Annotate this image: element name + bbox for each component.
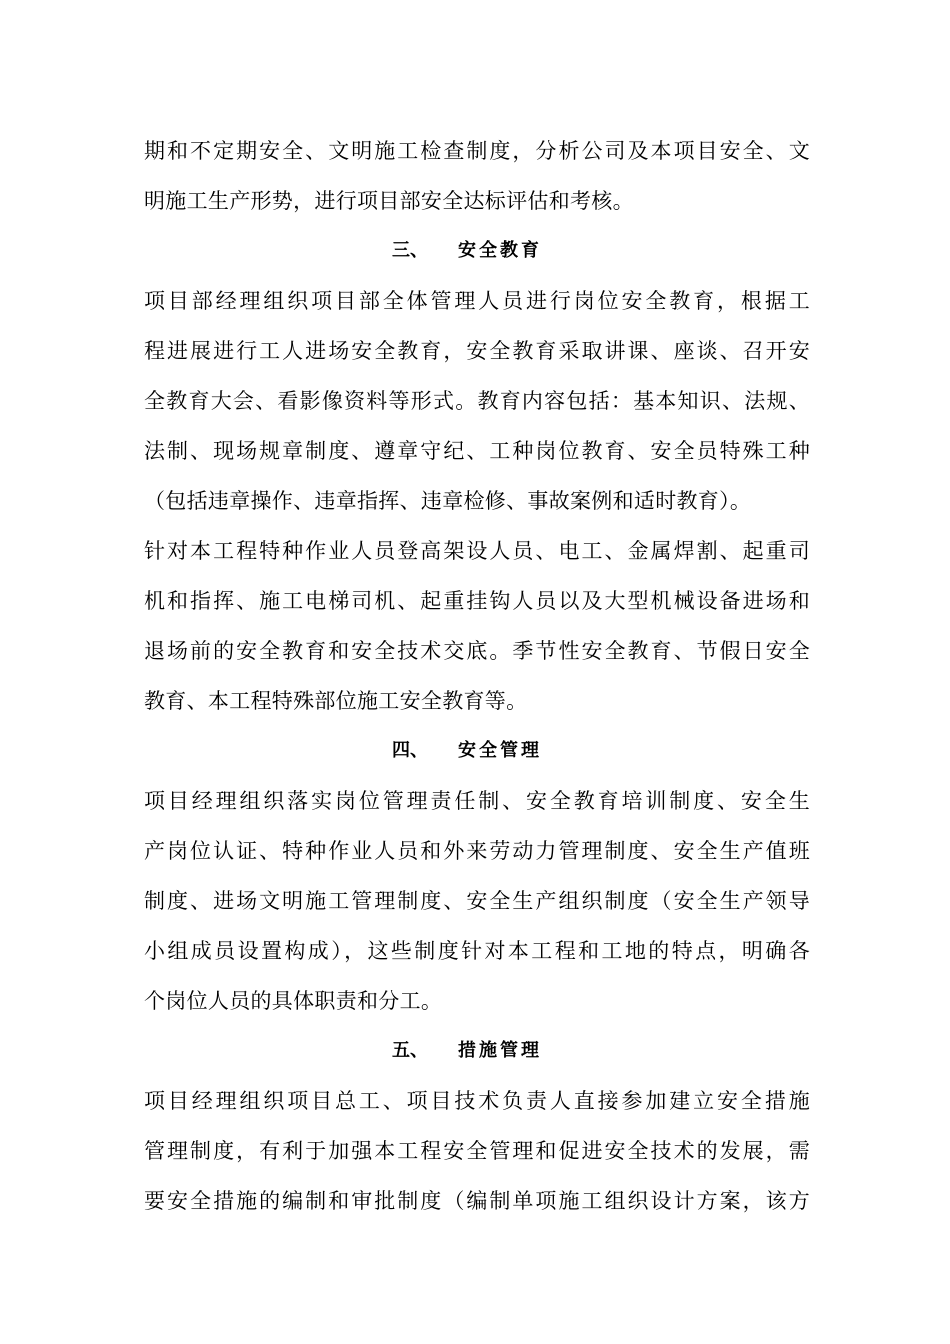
paragraph-line: 管理制度，有利于加强本工程安全管理和促进安全技术的发展，需 xyxy=(144,1139,810,1163)
section-heading xyxy=(144,226,810,276)
paragraph-line: 项目经理组织落实岗位管理责任制、安全教育培训制度、安全生 xyxy=(144,789,810,813)
section-title: 安全教育 xyxy=(458,240,542,261)
paragraph-line: 要安全措施的编制和审批制度（编制单项施工组织设计方案，该方 xyxy=(144,1189,810,1213)
paragraph-line: 针对本工程特种作业人员登高架设人员、电工、金属焊割、起重司 xyxy=(144,539,810,563)
paragraph-line: 全教育大会、看影像资料等形式。教育内容包括：基本知识、法规、 xyxy=(144,389,810,413)
paragraph-line: 退场前的安全教育和安全技术交底。季节性安全教育、节假日安全 xyxy=(144,639,810,663)
document-body xyxy=(144,126,810,1226)
section-title: 措施管理 xyxy=(458,1040,542,1061)
section-heading xyxy=(144,1026,810,1076)
section-number: 四、 xyxy=(392,740,428,761)
paragraph-line: 期和不定期安全、文明施工检查制度，分析公司及本项目安全、文 xyxy=(144,139,810,163)
section-title: 安全管理 xyxy=(458,740,542,761)
section-number: 三、 xyxy=(392,240,428,261)
section-heading xyxy=(144,726,810,776)
section-number: 五、 xyxy=(392,1040,428,1061)
paragraph-line: 法制、现场规章制度、遵章守纪、工种岗位教育、安全员特殊工种 xyxy=(144,439,810,463)
paragraph-line: 程进展进行工人进场安全教育，安全教育采取讲课、座谈、召开安 xyxy=(144,339,810,363)
paragraph-line: 机和指挥、施工电梯司机、起重挂钩人员以及大型机械设备进场和 xyxy=(144,589,810,613)
paragraph-line: （包括违章操作、违章指挥、违章检修、事故案例和适时教育）。 xyxy=(144,489,752,513)
paragraph-line: 教育、本工程特殊部位施工安全教育等。 xyxy=(144,689,528,713)
paragraph-line: 明施工生产形势，进行项目部安全达标评估和考核。 xyxy=(144,189,634,213)
paragraph-line: 项目部经理组织项目部全体管理人员进行岗位安全教育，根据工 xyxy=(144,289,810,313)
paragraph-line: 制度、进场文明施工管理制度、安全生产组织制度（安全生产领导 xyxy=(144,889,810,913)
paragraph-line: 个岗位人员的具体职责和分工。 xyxy=(144,989,443,1013)
paragraph-line: 项目经理组织项目总工、项目技术负责人直接参加建立安全措施 xyxy=(144,1089,810,1113)
paragraph-line: 小组成员设置构成），这些制度针对本工程和工地的特点，明确各 xyxy=(144,939,810,963)
paragraph-line: 产岗位认证、特种作业人员和外来劳动力管理制度、安全生产值班 xyxy=(144,839,810,863)
